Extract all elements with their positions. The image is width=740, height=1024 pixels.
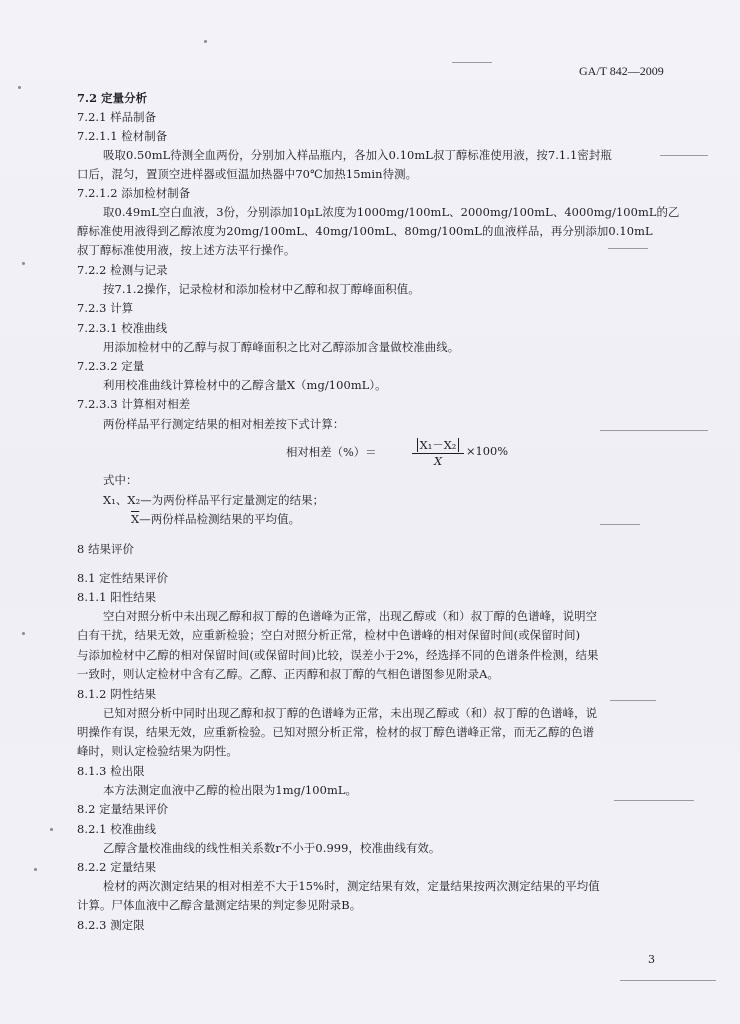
paragraph-line: 峰时，则认定检验结果为阴性。 — [77, 744, 238, 758]
formula-fraction — [412, 438, 464, 469]
section-heading: 7.2 定量分析 — [77, 91, 148, 105]
xbar-definition-text: —两份样品检测结果的平均值。 — [139, 512, 301, 526]
scan-artifact — [610, 700, 656, 701]
paragraph-line: 用添加检材中的乙醇与叔丁醇峰面积之比对乙醇添加含量做校准曲线。 — [103, 340, 460, 354]
scan-artifact — [600, 524, 640, 525]
section-heading: 7.2.3.2 定量 — [77, 359, 145, 373]
section-heading: 7.2.2 检测与记录 — [77, 263, 168, 277]
scan-artifact — [660, 155, 708, 156]
scan-artifact — [608, 248, 648, 249]
paragraph-line: 取0.49mL空白血液，3份，分别添加10μL浓度为1000mg/100mL、2000mg/100mL、4000mg/100mL的乙 — [103, 205, 680, 219]
section-heading: 8.1.2 阴性结果 — [77, 687, 157, 701]
section-heading: 8.2.3 测定限 — [77, 918, 145, 932]
xbar-symbol: $\overline{X}$ — [131, 512, 140, 526]
section-heading: 7.2.3 计算 — [77, 301, 134, 315]
section-heading: 8.1.3 检出限 — [77, 764, 145, 778]
paragraph-line: 按7.1.2操作，记录检材和添加检材中乙醇和叔丁醇峰面积值。 — [103, 282, 420, 296]
scan-artifact — [204, 40, 207, 43]
paragraph-line: 与添加检材中乙醇的相对保留时间(或保留时间)比较，误差小于2%，经选择不同的色谱条件检测，结果 — [77, 648, 599, 662]
standard-code-header: GA/T 842—2009 — [579, 64, 664, 78]
scan-artifact — [34, 868, 37, 871]
paragraph-line: X₁、X₂—为两份样品平行定量测定的结果； — [103, 493, 325, 507]
paragraph-line: 计算。尸体血液中乙醇含量测定结果的判定参见附录B。 — [77, 898, 362, 912]
relative-difference-formula — [286, 438, 516, 472]
paragraph-line: 检材的两次测定结果的相对相差不大于15%时，测定结果有效，定量结果按两次测定结果的平均值 — [103, 879, 600, 893]
paragraph-line: 吸取0.50mL待测全血两份，分别加入样品瓶内，各加入0.10mL叔丁醇标准使用液，按7.1.1密封瓶 — [103, 148, 612, 162]
paragraph-line: 口后，混匀，置顶空进样器或恒温加热器中70℃加热15min待测。 — [77, 167, 418, 181]
scan-artifact — [22, 632, 25, 635]
paragraph-line: 白有干扰，结果无效，应重新检验；空白对照分析正常，检材中色谱峰的相对保留时间(或保留时间) — [77, 628, 581, 642]
formula-rhs: ×100% — [466, 444, 509, 458]
paragraph-line: 本方法测定血液中乙醇的检出限为1mg/100mL。 — [103, 783, 358, 797]
xbar-definition-line — [131, 511, 300, 527]
formula-denominator: X — [433, 454, 443, 468]
section-heading: 7.2.3.3 计算相对相差 — [77, 397, 191, 411]
page-number: 3 — [648, 953, 655, 966]
paragraph-line: 式中： — [103, 473, 138, 487]
section-heading: 8.1.1 阳性结果 — [77, 590, 157, 604]
section-heading: 8.2.1 校准曲线 — [77, 822, 157, 836]
paragraph-line: 明操作有误，结果无效，应重新检验。已知对照分析正常，检材的叔丁醇色谱峰正常，而无乙醇的色谱 — [77, 725, 595, 739]
paragraph-line: 醇标准使用液得到乙醇浓度为20mg/100mL、40mg/100mL、80mg/100mL的血液样品，再分别添加0.10mL — [77, 224, 653, 238]
formula-numerator: X₁－X₂ — [412, 438, 464, 454]
scan-artifact — [22, 262, 25, 265]
paragraph-line: 一致时，则认定检材中含有乙醇。乙醇、正丙醇和叔丁醇的气相色谱图参见附录A。 — [77, 667, 499, 681]
section-heading: 7.2.1.1 检材制备 — [77, 129, 168, 143]
scan-artifact — [620, 980, 716, 981]
scan-artifact — [600, 430, 708, 431]
section-heading: 7.2.1.2 添加检材制备 — [77, 186, 191, 200]
section-heading: 8.2.2 定量结果 — [77, 860, 157, 874]
paragraph-line: 乙醇含量校准曲线的线性相关系数r不小于0.999，校准曲线有效。 — [103, 841, 441, 855]
paragraph-line: 利用校准曲线计算检材中的乙醇含量X（mg/100mL）。 — [103, 378, 387, 392]
scan-artifact — [452, 62, 492, 63]
scan-artifact — [50, 828, 53, 831]
formula-lhs: 相对相差（%）＝ — [286, 445, 377, 459]
paragraph-line: 两份样品平行测定结果的相对相差按下式计算： — [103, 417, 345, 431]
scan-artifact — [18, 86, 21, 89]
scan-artifact — [614, 800, 694, 801]
section-heading: 8.1 定性结果评价 — [77, 571, 169, 585]
paragraph-line: 已知对照分析中同时出现乙醇和叔丁醇的色谱峰为正常，未出现乙醇或（和）叔丁醇的色谱峰，说 — [103, 706, 598, 720]
section-heading: 7.2.1 样品制备 — [77, 110, 157, 124]
paragraph-line: 8 结果评价 — [77, 542, 135, 556]
section-heading: 8.2 定量结果评价 — [77, 802, 169, 816]
section-heading: 7.2.3.1 校准曲线 — [77, 321, 168, 335]
paragraph-line: 叔丁醇标准使用液，按上述方法平行操作。 — [77, 243, 296, 257]
paragraph-line: 空白对照分析中未出现乙醇和叔丁醇的色谱峰为正常，出现乙醇或（和）叔丁醇的色谱峰，说明空 — [103, 609, 598, 623]
